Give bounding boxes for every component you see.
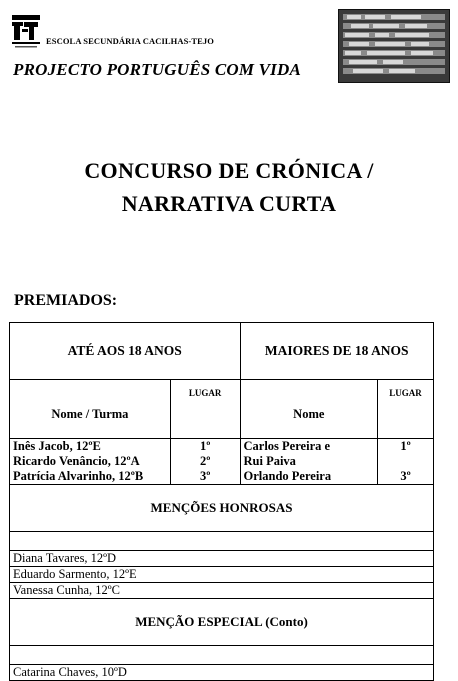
section-row: [10, 485, 434, 532]
winner-place: [378, 454, 434, 469]
contest-title-line1: CONCURSO DE CRÓNICA /: [84, 158, 374, 183]
category-under18: ATÉ AOS 18 ANOS: [10, 323, 241, 380]
spacer-row: [10, 646, 434, 665]
tile-mosaic-image: [338, 9, 450, 83]
contest-title-line2: NARRATIVA CURTA: [121, 191, 337, 216]
honorable-name: Diana Tavares, 12ºD: [10, 551, 434, 567]
table-row: [10, 469, 434, 485]
list-item: [10, 551, 434, 567]
winner-place: 1º: [170, 439, 240, 455]
winner-name: Orlando Pereira: [240, 469, 378, 485]
honorable-name: Eduardo Sarmento, 12ºE: [10, 567, 434, 583]
special-heading: MENÇÃO ESPECIAL (Conto): [10, 599, 434, 646]
winner-place: 1º: [378, 439, 434, 455]
winner-name: Inês Jacob, 12ºE: [10, 439, 171, 455]
winner-place: 3º: [170, 469, 240, 485]
winner-name: Carlos Pereira e: [240, 439, 378, 455]
column-place-under18: LUGAR: [170, 380, 240, 439]
school-name: ESCOLA SECUNDÁRIA CACILHAS-TEJO: [46, 36, 214, 46]
column-name: Nome: [240, 380, 378, 439]
table-row: [10, 454, 434, 469]
list-item: [10, 567, 434, 583]
school-logo: [12, 15, 40, 49]
winner-name: Rui Paiva: [240, 454, 378, 469]
special-name: Catarina Chaves, 10ºD: [10, 665, 434, 681]
column-name-class: Nome / Turma: [10, 380, 171, 439]
winner-name: Patrícia Alvarinho, 12ºB: [10, 469, 171, 485]
winner-place: 2º: [170, 454, 240, 469]
list-item: [10, 665, 434, 681]
winner-place: 3º: [378, 469, 434, 485]
honorable-heading: MENÇÕES HONROSAS: [10, 485, 434, 532]
category-over18: MAIORES DE 18 ANOS: [240, 323, 434, 380]
awards-table: [9, 322, 434, 681]
list-item: [10, 583, 434, 599]
honorable-name: Vanessa Cunha, 12ºC: [10, 583, 434, 599]
column-place-over18: LUGAR: [378, 380, 434, 439]
section-row: [10, 599, 434, 646]
project-title: PROJECTO PORTUGUÊS COM VIDA: [13, 60, 301, 79]
table-row: [10, 439, 434, 455]
premiados-label: PREMIADOS:: [14, 292, 118, 309]
winner-name: Ricardo Venâncio, 12ºA: [10, 454, 171, 469]
category-row: [10, 323, 434, 380]
column-header-row: [10, 380, 434, 439]
spacer-row: [10, 532, 434, 551]
